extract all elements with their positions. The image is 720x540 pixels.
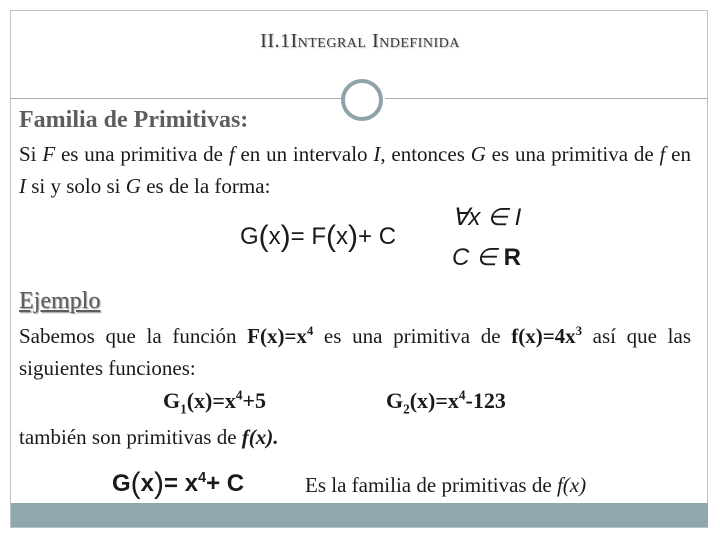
definition-paragraph: Si F es una primitiva de f en un intervalo I, entonces G es una primitiva de f en I si y solo si G es de la forma:: [19, 142, 691, 198]
family-formula: $G(x)= x^4+ C$: [112, 467, 245, 500]
header-divider-right: [385, 98, 708, 99]
section-subtitle: Familia de Primitivas:: [19, 107, 249, 133]
conclusion-text: también son primitivas de f(x).: [19, 425, 279, 449]
header-divider-left: [11, 98, 342, 99]
footer-bar: [11, 503, 708, 527]
primitive-formula: G(x)= F(x)+ C: [240, 220, 397, 253]
condition-for-all-x: ∀x ∈ I: [452, 204, 522, 231]
header-title: II.1Integral Indefinida: [260, 30, 460, 52]
example-paragraph: Sabemos que la función $F(x)=x^4$ es una primitiva de $f(x)=4x^3$ así que las siguientes funciones:: [19, 324, 691, 380]
family-caption: Es la familia de primitivas de f(x): [305, 473, 587, 497]
function-g2: $G_2(x)=x^4-123$: [386, 387, 506, 417]
example-heading: Ejemplo: [19, 288, 101, 314]
condition-constant-real: C ∈ R: [452, 244, 521, 271]
function-g1: $G_1(x)=x^4+5$: [163, 387, 267, 417]
circle-ornament-icon: [341, 79, 383, 121]
